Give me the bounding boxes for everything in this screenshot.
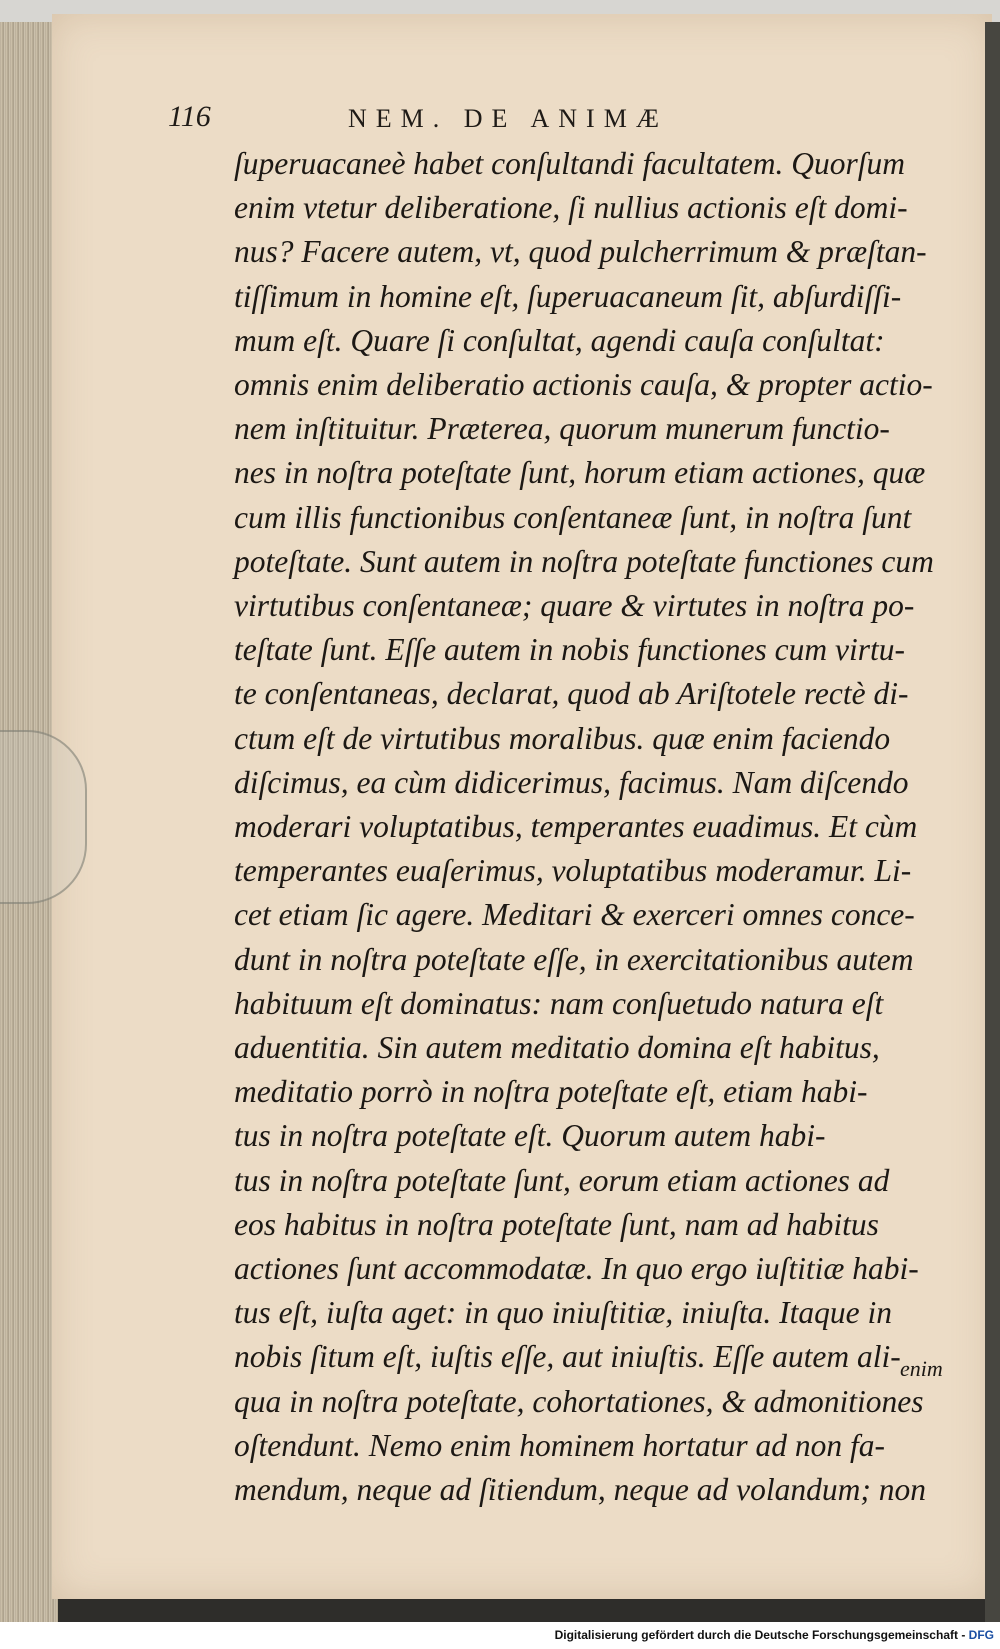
text-line: nus? Facere autem, vt, quod pulcherrimum & præſtan- — [234, 234, 927, 270]
binding-shadow — [985, 22, 1000, 1622]
text-line: cum illis functionibus conſentaneæ ſunt, in noſtra ſunt — [234, 499, 912, 535]
text-line: dunt in noſtra poteſtate eſſe, in exercitationibus autem — [234, 941, 914, 977]
text-line: enim vtetur deliberatione, ſi nullius actionis eſt domi- — [234, 190, 908, 226]
text-line: eos habitus in noſtra poteſtate ſunt, nam ad habitus — [234, 1206, 879, 1242]
text-line: qua in noſtra poteſtate, cohortationes, & admonitiones — [234, 1383, 924, 1419]
text-line: tus in noſtra poteſtate ſunt, eorum etiam actiones ad — [234, 1162, 890, 1198]
text-line: mendum, neque ad ſitiendum, neque ad volandum; non — [234, 1472, 926, 1508]
running-head: NEM. DE ANIMÆ — [348, 104, 668, 133]
body-text — [234, 142, 952, 1512]
text-line: meditatio porrò in noſtra poteſtate eſt, etiam habi- — [234, 1074, 868, 1110]
footer-credit — [555, 1628, 994, 1642]
text-line: nem inſtituitur. Præterea, quorum munerum functio- — [234, 411, 890, 447]
text-line: tiſſimum in homine eſt, ſuperuacaneum ſit, abſurdiſſi- — [234, 278, 902, 314]
text-line: ctum eſt de virtutibus moralibus. quæ enim faciendo — [234, 720, 891, 756]
text-line: tus in noſtra poteſtate eſt. Quorum autem habi- — [234, 1118, 826, 1154]
text-line: nes in noſtra poteſtate ſunt, horum etiam actiones, quæ — [234, 455, 926, 491]
text-line: habituum eſt dominatus: nam conſuetudo natura eſt — [234, 985, 884, 1021]
text-line: diſcimus, ea cùm didicerimus, facimus. Nam diſcendo — [234, 764, 909, 800]
credit-text: Digitalisierung gefördert durch die Deutsche Forschungsgemeinschaft - — [554, 1628, 966, 1642]
text-line: nobis ſitum eſt, iuſtis eſſe, aut iniuſtis. Eſſe autem ali- — [234, 1339, 901, 1375]
text-line: aduentitia. Sin autem meditatio domina eſt habitus, — [234, 1030, 880, 1066]
text-line: cet etiam ſic agere. Meditari & exerceri omnes conce- — [234, 897, 915, 933]
text-line: te conſentaneas, declarat, quod ab Ariſtotele rectè di- — [234, 676, 909, 712]
text-line: tus eſt, iuſta aget: in quo iniuſtitiæ, iniuſta. Itaque in — [234, 1295, 892, 1331]
text-line: virtutibus conſentaneæ; quare & virtutes in noſtra po- — [234, 588, 915, 624]
text-line: oſtendunt. Nemo enim hominem hortatur ad non fa- — [234, 1427, 885, 1463]
text-line: mum eſt. Quare ſi conſultat, agendi cauſa conſultat: — [234, 322, 885, 358]
text-line: temperantes euaſerimus, voluptatibus moderamur. Li- — [234, 853, 912, 889]
text-line: actiones ſunt accommodatæ. In quo ergo iuſtitiæ habi- — [234, 1251, 919, 1287]
text-line: teſtate ſunt. Eſſe autem in nobis functiones cum virtu- — [234, 632, 906, 668]
page-number: 116 — [168, 100, 211, 133]
text-line: poteſtate. Sunt autem in noſtra poteſtate functiones cum — [234, 543, 934, 579]
catchword: enim — [900, 1356, 943, 1381]
text-line: ſuperuacaneè habet conſultandi facultatem. Quorſum — [234, 146, 906, 181]
text-line: moderari voluptatibus, temperantes euadimus. Et cùm — [234, 809, 918, 845]
dfg-logo: DFG — [968, 1628, 994, 1642]
page-clip — [0, 730, 87, 904]
text-line: omnis enim deliberatio actionis cauſa, & propter actio- — [234, 367, 933, 403]
